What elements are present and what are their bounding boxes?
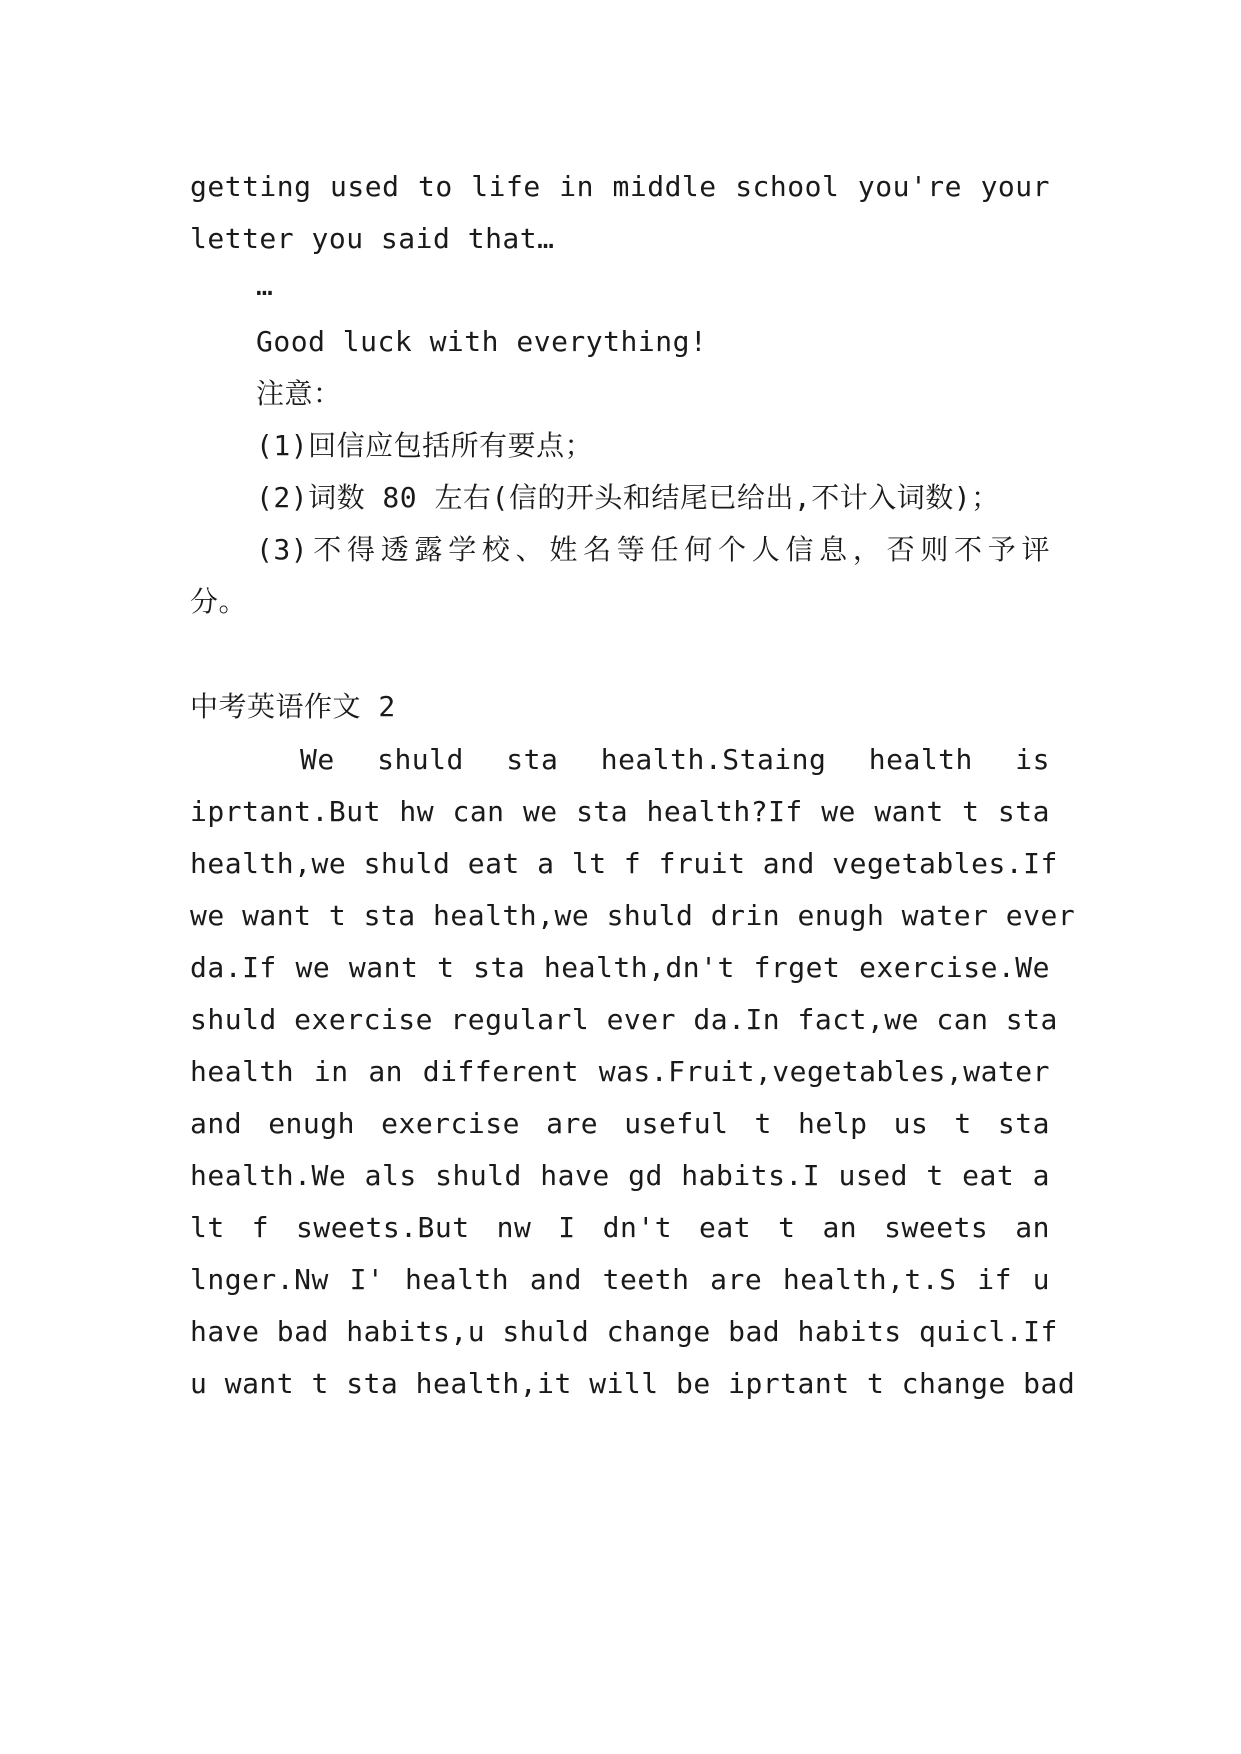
essay-line: health.We als shuld have gd habits.I used t eat a (190, 1159, 1050, 1192)
notes-heading: 注意： (256, 377, 342, 410)
essay-line: u want t sta health,it will be iprtant t change bad (190, 1367, 1076, 1400)
essay-line: we want t sta health,we shuld drin enugh water ever (190, 899, 1076, 932)
letter-ellipsis: … (256, 269, 274, 302)
essay-line: shuld exercise regularl ever da.In fact,we can sta (190, 1003, 1058, 1036)
note-item-2: (2)词数 80 左右(信的开头和结尾已给出,不计入词数)； (256, 481, 1000, 514)
essay-line: health,we shuld eat a lt f fruit and vegetables.If (190, 847, 1058, 880)
note-item-3-line-1: (3)不得透露学校、姓名等任何个人信息，否则不予评 (256, 533, 1050, 566)
letter-closing: Good luck with everything! (256, 325, 708, 358)
note-item-1: (1)回信应包括所有要点； (256, 429, 594, 462)
essay-line: and enugh exercise are useful t help us t sta (190, 1107, 1050, 1140)
essay-line: lt f sweets.But nw I dn't eat t an sweets an (190, 1211, 1050, 1244)
note-item-3-line-2: 分。 (190, 585, 248, 618)
essay-line: da.If we want t sta health,dn't frget exercise.We (190, 951, 1050, 984)
letter-line-1: getting used to life in middle school you're your (190, 170, 1050, 203)
letter-line-2: letter you said that… (190, 222, 555, 255)
essay-line: health in an different was.Fruit,vegetables,water (190, 1055, 1050, 1088)
essay-line: have bad habits,u shuld change bad habits quicl.If (190, 1315, 1058, 1348)
essay-line: iprtant.But hw can we sta health?If we want t sta (190, 795, 1050, 828)
essay-line: lnger.Nw I' health and teeth are health,t.S if u (190, 1263, 1050, 1296)
essay-title: 中考英语作文 2 (190, 690, 396, 723)
essay-line: We shuld sta health.Staing health is (300, 743, 1050, 776)
